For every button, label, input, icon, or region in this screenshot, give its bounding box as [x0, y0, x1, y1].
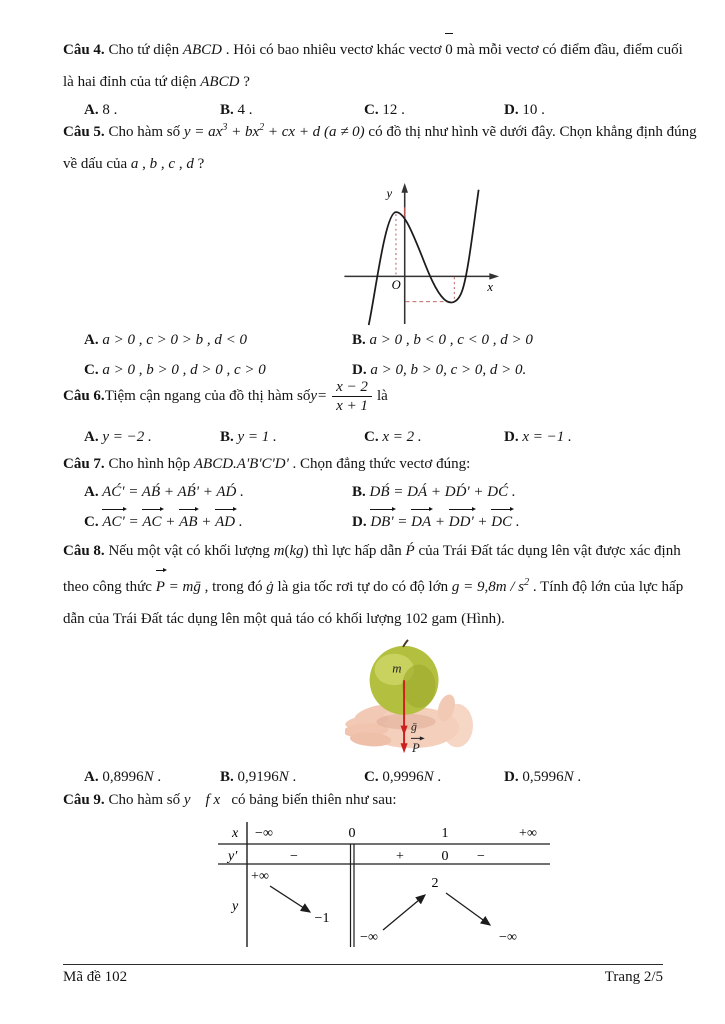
y-limit-top-left: +∞	[251, 869, 269, 884]
question-8-text-line-1: Câu 8. Nếu một vật có khối lượng m(kg) thì lực hấp dẫn Ṕ của Trái Đất tác dụng lên vật được xác định	[63, 543, 681, 559]
question-4-text-line-1: Câu 4. Cho tứ diện ABCD . Hỏi có bao nhiêu vectơ khác vectơ 0 mà mỗi vectơ có điểm đầu, điểm cuối	[63, 34, 663, 66]
question-8-text-line-3: dẫn của Trái Đất tác dụng lên một quả táo có khối lượng 102 gam (Hình).	[63, 611, 505, 627]
x-value: −∞	[255, 826, 273, 841]
question-5-text-line-2: về dấu của a , b , c , d ?	[63, 156, 205, 172]
x-axis-arrow	[489, 273, 499, 280]
apple-stem	[403, 640, 408, 647]
question-5-option-d: D. a > 0, b > 0, c > 0, d > 0.	[352, 362, 527, 378]
question-5-option-b: B. a > 0 , b < 0 , c < 0 , d > 0	[352, 332, 533, 348]
question-7-option-c: C. AC' = AC + AB + AD .	[84, 510, 352, 534]
exam-code: Mã đề 102	[63, 969, 128, 985]
question-6-option-a: A. y = −2 .	[84, 429, 152, 445]
question-6-option-c: C. x = 2 .	[364, 429, 422, 445]
y-limit-bottom-mid: −∞	[360, 930, 378, 945]
question-5	[63, 112, 697, 382]
question-4	[63, 34, 683, 122]
origin-label: O	[391, 278, 401, 293]
question-6	[63, 370, 663, 449]
question-9	[63, 784, 663, 948]
question-6-text-line: Câu 6. Tiệm cận ngang của đồ thị hàm số y = $\frac{x - 2}{x + 1}$ là	[63, 378, 388, 414]
y-max-value: 2	[431, 876, 439, 891]
increasing-arrow	[383, 895, 425, 930]
decreasing-arrow	[270, 886, 310, 912]
cubic-function-graph	[335, 182, 525, 326]
question-6-options	[63, 425, 663, 449]
cubic-curve	[369, 190, 479, 325]
apple-shade	[402, 665, 435, 708]
row-x-label: x	[232, 826, 239, 841]
y-axis-label: y	[386, 186, 393, 201]
question-8-text-line-2: theo công thức P = mḡ , trong đó ġ là gia tốc rơi tự do có độ lớn $g = 9,8m / s^2$ . Tính độ lớn của lực hấp	[63, 567, 663, 603]
question-6-option-d: D. x = −1 .	[504, 429, 572, 445]
row-y-label: y	[232, 899, 239, 914]
question-8-option-a: A. 0,8996N .	[84, 769, 162, 785]
y-min-value: −1	[314, 911, 330, 926]
dy-sign: −	[477, 849, 485, 864]
x-value: 0	[348, 826, 356, 841]
question-7-option-b: B. DB́ = DÁ + DD́' + DĆ .	[352, 484, 516, 500]
question-7-text-line: Câu 7. Cho hình hộp ABCD.A'B'C'D' . Chọn đẳng thức vectơ đúng:	[63, 456, 471, 472]
question-8	[63, 535, 684, 789]
question-4-option-c: C. 12 .	[364, 102, 405, 118]
page-footer	[63, 964, 663, 986]
x-axis-label: x	[487, 279, 494, 294]
question-6-option-b: B. y = 1 .	[220, 429, 277, 445]
question-4-text-line-2: là hai đỉnh của tứ diện ABCD ?	[63, 74, 250, 90]
mass-label: m	[392, 661, 402, 676]
variation-table	[218, 820, 550, 948]
apple-in-hand-figure	[345, 637, 473, 761]
row-dy-label: y′	[228, 849, 238, 864]
question-9-text-line: Câu 9. Cho hàm số y f x có bảng biến thiên như sau:	[63, 792, 397, 808]
question-4-option-a: A. 8 .	[84, 102, 118, 118]
question-8-option-c: C. 0,9996N .	[364, 769, 442, 785]
g-vector-label: ḡ	[410, 719, 417, 734]
question-4-option-b: B. 4 .	[220, 102, 253, 118]
dy-sign: −	[290, 849, 298, 864]
question-7-option-a: A. AĆ' = AB́ + AB́' + AD́ .	[84, 484, 244, 500]
question-5-option-c: C. a > 0 , b > 0 , d > 0 , c > 0	[84, 362, 266, 378]
question-5-text-line-1: Câu 5. Cho hàm số $y = ax^3 + bx^2$ + cx + d (a ≠ 0) có đồ thị như hình vẽ dưới đây. Chọn khẳng định đúng	[63, 122, 697, 140]
question-7-options	[63, 480, 663, 534]
question-5-option-a: A. a > 0 , c > 0 > b , d < 0	[84, 332, 247, 348]
page-number: Trang 2/5	[604, 969, 663, 985]
p-arrowhead	[401, 743, 408, 753]
question-8-option-d: D. 0,5996N .	[504, 769, 582, 785]
decreasing-arrow	[446, 893, 490, 925]
dy-sign: +	[396, 849, 404, 864]
question-7-option-d: D. DB' = DA + DD' + DC .	[352, 510, 663, 534]
dy-sign: 0	[441, 849, 449, 864]
x-value: 1	[441, 826, 449, 841]
question-8-option-b: B. 0,9196N .	[220, 769, 297, 785]
question-4-option-d: D. 10 .	[504, 102, 545, 118]
question-7	[63, 448, 663, 534]
y-limit-bottom-right: −∞	[499, 930, 517, 945]
p-vector-label: P	[411, 741, 420, 756]
x-value: +∞	[519, 826, 537, 841]
y-axis-arrow	[401, 183, 408, 193]
